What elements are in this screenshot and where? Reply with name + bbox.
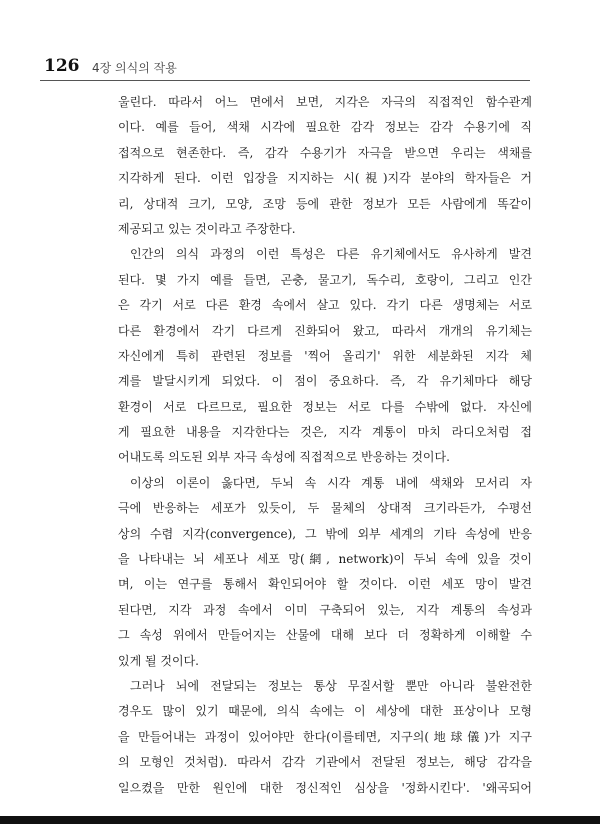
text-line: 상의 수렴 지각(convergence), 그 밖에 외부 세계의 기타 속성에 반응: [118, 526, 532, 541]
paragraph: [118, 471, 532, 674]
text-line: 다른 환경에서 각기 다르게 진화되어 왔고, 따라서 개개의 유기체는: [118, 323, 532, 338]
text-line: 지각하게 된다. 이런 입장을 지지하는 시(視)지각 분야의 학자들은 거: [118, 171, 532, 186]
text-line: 환경이 서로 다르므로, 필요한 정보는 서로 다를 수밖에 없다. 자신에: [118, 399, 532, 414]
text-line: 을 만들어내는 과정이 있어야만 한다(이를테면, 지구의(地球儀)가 지구: [118, 729, 532, 744]
text-line: 을 나타내는 뇌 세포나 세포 망(網, network)이 두뇌 속에 있을 것이: [118, 552, 532, 567]
text-line: 인간의 의식 과정의 이런 특성은 다른 유기체에서도 유사하게 발견: [130, 247, 532, 262]
text-line: 자신에게 특히 관련된 정보를 '찍어 올리기' 위한 세분화된 지각 체: [118, 348, 532, 363]
text-line: 일으켰을 만한 원인에 대한 정신적인 심상을 '정화시킨다'. '왜곡되어: [118, 780, 532, 795]
paragraph: [118, 242, 532, 471]
body-text: [118, 90, 532, 801]
text-line: 된다면, 지각 과정 속에서 이미 구축되어 있는, 지각 계통의 속성과: [118, 602, 532, 617]
text-line: 이상의 이론이 옳다면, 두뇌 속 시각 계통 내에 색채와 모서리 자: [130, 475, 532, 490]
text-line: 극에 반응하는 세포가 있듯이, 두 물체의 상대적 크기라든가, 수평선: [118, 501, 532, 516]
text-line: 접적으로 현존한다. 즉, 감각 수용기가 자극을 받으면 우리는 색채를: [118, 145, 532, 160]
page-number: 126: [44, 56, 80, 76]
paragraph: [118, 674, 532, 801]
page-bottom-edge: [0, 816, 600, 824]
text-line: 게 필요한 내용을 지각한다는 것은, 지각 계통이 마치 라디오처럼 접: [118, 425, 532, 440]
paragraph: [118, 90, 532, 242]
text-line: 이다. 예를 들어, 색채 시각에 필요한 감각 정보는 감각 수용기에 직: [118, 120, 532, 135]
text-line: 은 각기 서로 다른 환경 속에서 살고 있다. 각기 다른 생명체는 서로: [118, 298, 532, 313]
text-line: 있게 될 것이다.: [118, 653, 199, 668]
text-line: 제공되고 있는 것이라고 주장한다.: [118, 221, 296, 236]
text-line: 그러나 뇌에 전달되는 정보는 통상 무질서할 뿐만 아니라 불완전한: [130, 678, 532, 693]
chapter-title: 4장 의식의 작용: [92, 61, 177, 75]
text-line: 계를 발달시키게 되었다. 이 점이 중요하다. 즉, 각 유기체마다 해당: [118, 374, 532, 389]
text-line: 된다. 몇 가지 예를 들면, 곤충, 물고기, 독수리, 호랑이, 그리고 인간: [118, 272, 532, 287]
text-line: 울린다. 따라서 어느 면에서 보면, 지각은 자극의 직접적인 함수관계: [118, 95, 532, 109]
text-line: 리, 상대적 크기, 모양, 조망 등에 관한 정보가 모든 사람에게 똑같이: [118, 196, 532, 211]
text-line: 경우도 많이 있기 때문에, 의식 속에는 이 세상에 대한 표상이나 모형: [118, 704, 532, 719]
text-line: 며, 이는 연구를 통해서 확인되어야 할 것이다. 이런 세포 망이 발견: [118, 577, 532, 592]
page-header: [0, 0, 600, 84]
text-line: 의 모형인 것처럼). 따라서 감각 기관에서 전달된 정보는, 해당 감각을: [118, 755, 532, 770]
text-line: 그 속성 위에서 만들어지는 산물에 대해 보다 더 정확하게 이해할 수: [118, 628, 532, 643]
text-line: 어내도록 의도된 외부 자극 속성에 직접적으로 반응하는 것이다.: [118, 450, 450, 465]
header-rule: [40, 80, 530, 81]
